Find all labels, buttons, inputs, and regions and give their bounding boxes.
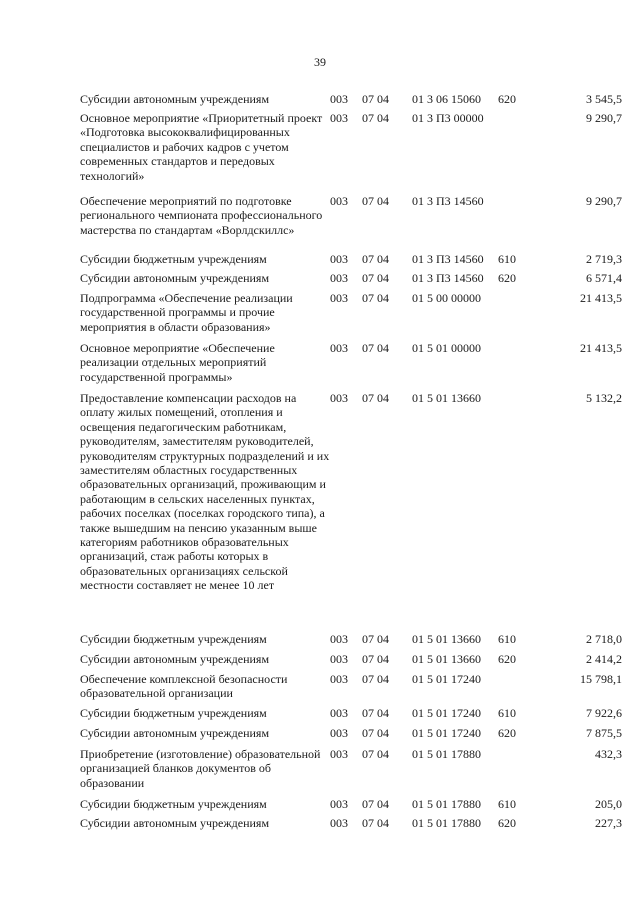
row-name: Субсидии бюджетным учреждениям (80, 632, 267, 646)
row-ved: 003 (330, 92, 348, 106)
row-csr: 01 3 П3 14560 (412, 252, 484, 266)
row-amount: 432,3 (595, 747, 622, 761)
row-ved: 003 (330, 816, 348, 830)
row-name: Подпрограмма «Обеспечение реализации государственной программы и прочие мероприятия в области образования» (80, 291, 293, 334)
row-name: Субсидии автономным учреждениям (80, 726, 270, 740)
row-ved: 003 (330, 632, 348, 646)
row-section: 07 04 (362, 652, 389, 666)
row-ved: 003 (330, 391, 348, 405)
row-csr: 01 3 П3 00000 (412, 111, 484, 125)
row-vr: 610 (498, 797, 516, 811)
row-section: 07 04 (362, 92, 389, 106)
row-csr: 01 5 01 13660 (412, 391, 481, 405)
row-ved: 003 (330, 797, 348, 811)
row-name: Обеспечение комплексной безопасности образовательной организации (80, 672, 288, 701)
row-ved: 003 (330, 747, 348, 761)
row-vr: 620 (498, 92, 516, 106)
row-vr: 620 (498, 652, 516, 666)
row-amount: 2 719,3 (586, 252, 622, 266)
row-section: 07 04 (362, 747, 389, 761)
row-csr: 01 5 01 17880 (412, 747, 481, 761)
row-csr: 01 5 01 17240 (412, 726, 481, 740)
row-ved: 003 (330, 706, 348, 720)
row-csr: 01 5 01 00000 (412, 341, 481, 355)
row-section: 07 04 (362, 252, 389, 266)
row-csr: 01 5 00 00000 (412, 291, 481, 305)
row-amount: 5 132,2 (586, 391, 622, 405)
row-vr: 620 (498, 726, 516, 740)
row-section: 07 04 (362, 706, 389, 720)
row-name: Предоставление компенсации расходов на оплату жилых помещений, отопления и освещения педагогическим работникам, руководителям, заместителям руководителей, руководителям структурных подразделений и их заместителям областных государственных образовательных организаций, проживающим и работающим в сельских населенных пунктах, рабочих поселках (поселках городского типа), а также вышедшим на пенсию указанным выше категориям работников образовательных организаций, стаж работы которых в образовательных организациях сельской местности составляет не менее 10 лет (80, 391, 330, 593)
row-amount: 15 798,1 (580, 672, 622, 686)
row-name: Субсидии бюджетным учреждениям (80, 797, 267, 811)
row-csr: 01 3 П3 14560 (412, 271, 484, 285)
row-ved: 003 (330, 291, 348, 305)
row-amount: 205,0 (595, 797, 622, 811)
row-csr: 01 5 01 17880 (412, 797, 481, 811)
row-name: Субсидии бюджетным учреждениям (80, 706, 267, 720)
row-name: Субсидии автономным учреждениям (80, 816, 270, 830)
row-csr: 01 3 06 15060 (412, 92, 481, 106)
row-amount: 2 414,2 (586, 652, 622, 666)
row-amount: 7 875,5 (586, 726, 622, 740)
row-amount: 9 290,7 (586, 111, 622, 125)
row-section: 07 04 (362, 341, 389, 355)
row-amount: 9 290,7 (586, 194, 622, 208)
row-amount: 21 413,5 (580, 291, 622, 305)
row-section: 07 04 (362, 391, 389, 405)
row-name: Приобретение (изготовление) образовательной организацией бланков документов об образовании (80, 747, 321, 790)
row-section: 07 04 (362, 797, 389, 811)
row-section: 07 04 (362, 111, 389, 125)
row-section: 07 04 (362, 672, 389, 686)
row-section: 07 04 (362, 194, 389, 208)
row-section: 07 04 (362, 816, 389, 830)
row-csr: 01 3 П3 14560 (412, 194, 484, 208)
row-name: Субсидии автономным учреждениям (80, 271, 270, 285)
row-ved: 003 (330, 252, 348, 266)
row-csr: 01 5 01 13660 (412, 652, 481, 666)
row-ved: 003 (330, 194, 348, 208)
row-name: Обеспечение мероприятий по подготовке регионального чемпионата профессионального мастерства по стандартам «Ворлдскиллс» (80, 194, 323, 237)
row-vr: 610 (498, 252, 516, 266)
page-number: 39 (314, 55, 326, 69)
row-vr: 620 (498, 816, 516, 830)
row-csr: 01 5 01 13660 (412, 632, 481, 646)
row-vr: 620 (498, 271, 516, 285)
row-name: Субсидии автономным учреждениям (80, 92, 270, 106)
row-name: Основное мероприятие «Приоритетный проект «Подготовка высококвалифицированных специалистов и рабочих кадров с учетом современных стандартов и передовых технологий» (80, 111, 323, 183)
row-section: 07 04 (362, 632, 389, 646)
row-section: 07 04 (362, 726, 389, 740)
row-amount: 2 718,0 (586, 632, 622, 646)
row-vr: 610 (498, 632, 516, 646)
row-name: Субсидии автономным учреждениям (80, 652, 270, 666)
row-ved: 003 (330, 726, 348, 740)
row-csr: 01 5 01 17240 (412, 706, 481, 720)
row-amount: 3 545,5 (586, 92, 622, 106)
row-amount: 227,3 (595, 816, 622, 830)
row-amount: 7 922,6 (586, 706, 622, 720)
row-ved: 003 (330, 111, 348, 125)
row-ved: 003 (330, 672, 348, 686)
row-ved: 003 (330, 271, 348, 285)
row-amount: 21 413,5 (580, 341, 622, 355)
row-name: Основное мероприятие «Обеспечение реализации отдельных мероприятий государственной программы» (80, 341, 275, 384)
row-vr: 610 (498, 706, 516, 720)
row-section: 07 04 (362, 271, 389, 285)
row-csr: 01 5 01 17240 (412, 672, 481, 686)
row-section: 07 04 (362, 291, 389, 305)
row-ved: 003 (330, 341, 348, 355)
row-csr: 01 5 01 17880 (412, 816, 481, 830)
row-amount: 6 571,4 (586, 271, 622, 285)
row-ved: 003 (330, 652, 348, 666)
row-name: Субсидии бюджетным учреждениям (80, 252, 267, 266)
